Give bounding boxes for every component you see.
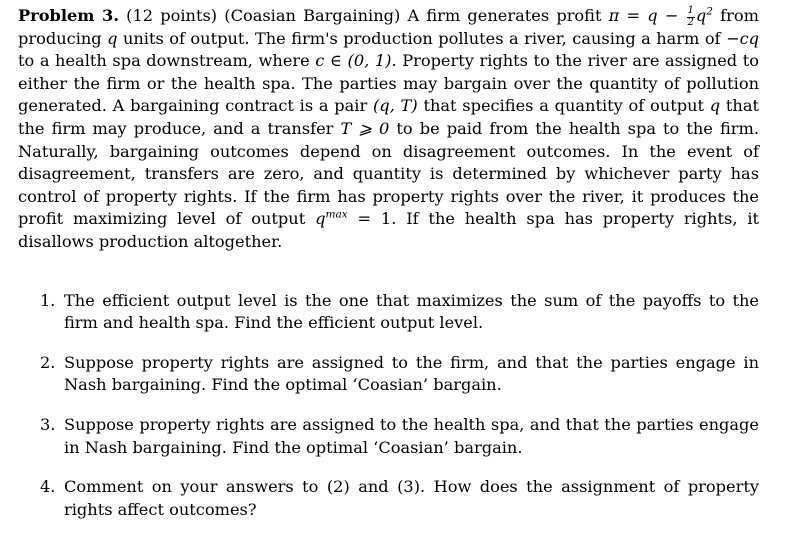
problem-text-2: from producing	[18, 6, 759, 48]
qmax-base: q	[315, 209, 326, 229]
question-text: Suppose property rights are assigned to the firm, and that the parties engage in Nash bargaining. Find the optimal ‘Coasian’ bargain.	[64, 352, 759, 395]
problem-heading: Problem 3.	[18, 6, 119, 25]
qmax-value: = 1.	[347, 209, 397, 229]
problem-text-4: to a health spa downstream, where	[18, 51, 310, 71]
question-text: The efficient output level is the one that maximizes the sum of the payoffs to the firm and health spa. Find the efficient output level.	[64, 290, 759, 333]
qmax-expression	[315, 209, 348, 228]
fraction-numerator: 1	[687, 5, 694, 17]
question-text: Suppose property rights are assigned to the health spa, and that the parties engage in Nash bargaining. Find the optimal ‘Coasian’ bargain.	[64, 414, 759, 457]
profit-lhs: π = q −	[608, 6, 686, 25]
list-item	[18, 352, 759, 397]
problem-text-6: that specifies a quantity of output	[423, 96, 705, 116]
fraction-denominator: 2	[687, 16, 694, 28]
problem-text-1: A firm generates profit	[407, 6, 602, 25]
c-range: c ∈ (0, 1).	[315, 51, 397, 71]
q-variable: q	[107, 28, 118, 48]
list-item	[18, 476, 759, 521]
contract-pair: (q, T)	[372, 96, 418, 116]
profit-q: q	[695, 6, 707, 25]
problem-statement	[18, 5, 759, 254]
fraction-one-half	[687, 6, 695, 27]
problem-points: (12 points)	[126, 6, 218, 25]
q-variable-2: q	[709, 96, 721, 116]
question-number: 2.	[40, 352, 56, 372]
question-list	[18, 290, 759, 522]
problem-topic: (Coasian Bargaining)	[224, 6, 401, 25]
list-item	[18, 414, 759, 459]
qmax-superscript: max	[325, 208, 348, 221]
problem-text-9: If the health spa has property rights, it disallows production altogether.	[18, 209, 760, 251]
question-text: Comment on your answers to (2) and (3). How does the assignment of property rights affect outcomes?	[64, 477, 759, 519]
problem-text-3: units of output. The firm's production pollutes a river, causing a harm of	[122, 28, 721, 48]
question-number: 1.	[40, 290, 56, 310]
profit-formula	[608, 5, 713, 28]
problem-text-7: that the firm may produce, and a transfer	[18, 96, 760, 138]
problem-text-8: to be paid from the health spa to the firm. Naturally, bargaining outcomes depend on disagreement outcomes. In the event of disagreement, transfers are zero, and quantity is determined by whichever party has control of property rights. If the firm has property rights over the river, it produces the profit maximizing level of output	[18, 118, 759, 229]
harm-expression: −cq	[726, 28, 760, 48]
profit-exponent: 2	[706, 5, 713, 18]
transfer-condition: T ⩾ 0	[340, 118, 390, 138]
problem-text-5: Property rights to the river are assigned to either the firm or the health spa. The parties may bargain over the quantity of pollution generated. A bargaining contract is a pair	[18, 51, 759, 116]
list-item	[18, 290, 759, 335]
question-number: 3.	[40, 414, 56, 434]
question-number: 4.	[40, 477, 56, 497]
